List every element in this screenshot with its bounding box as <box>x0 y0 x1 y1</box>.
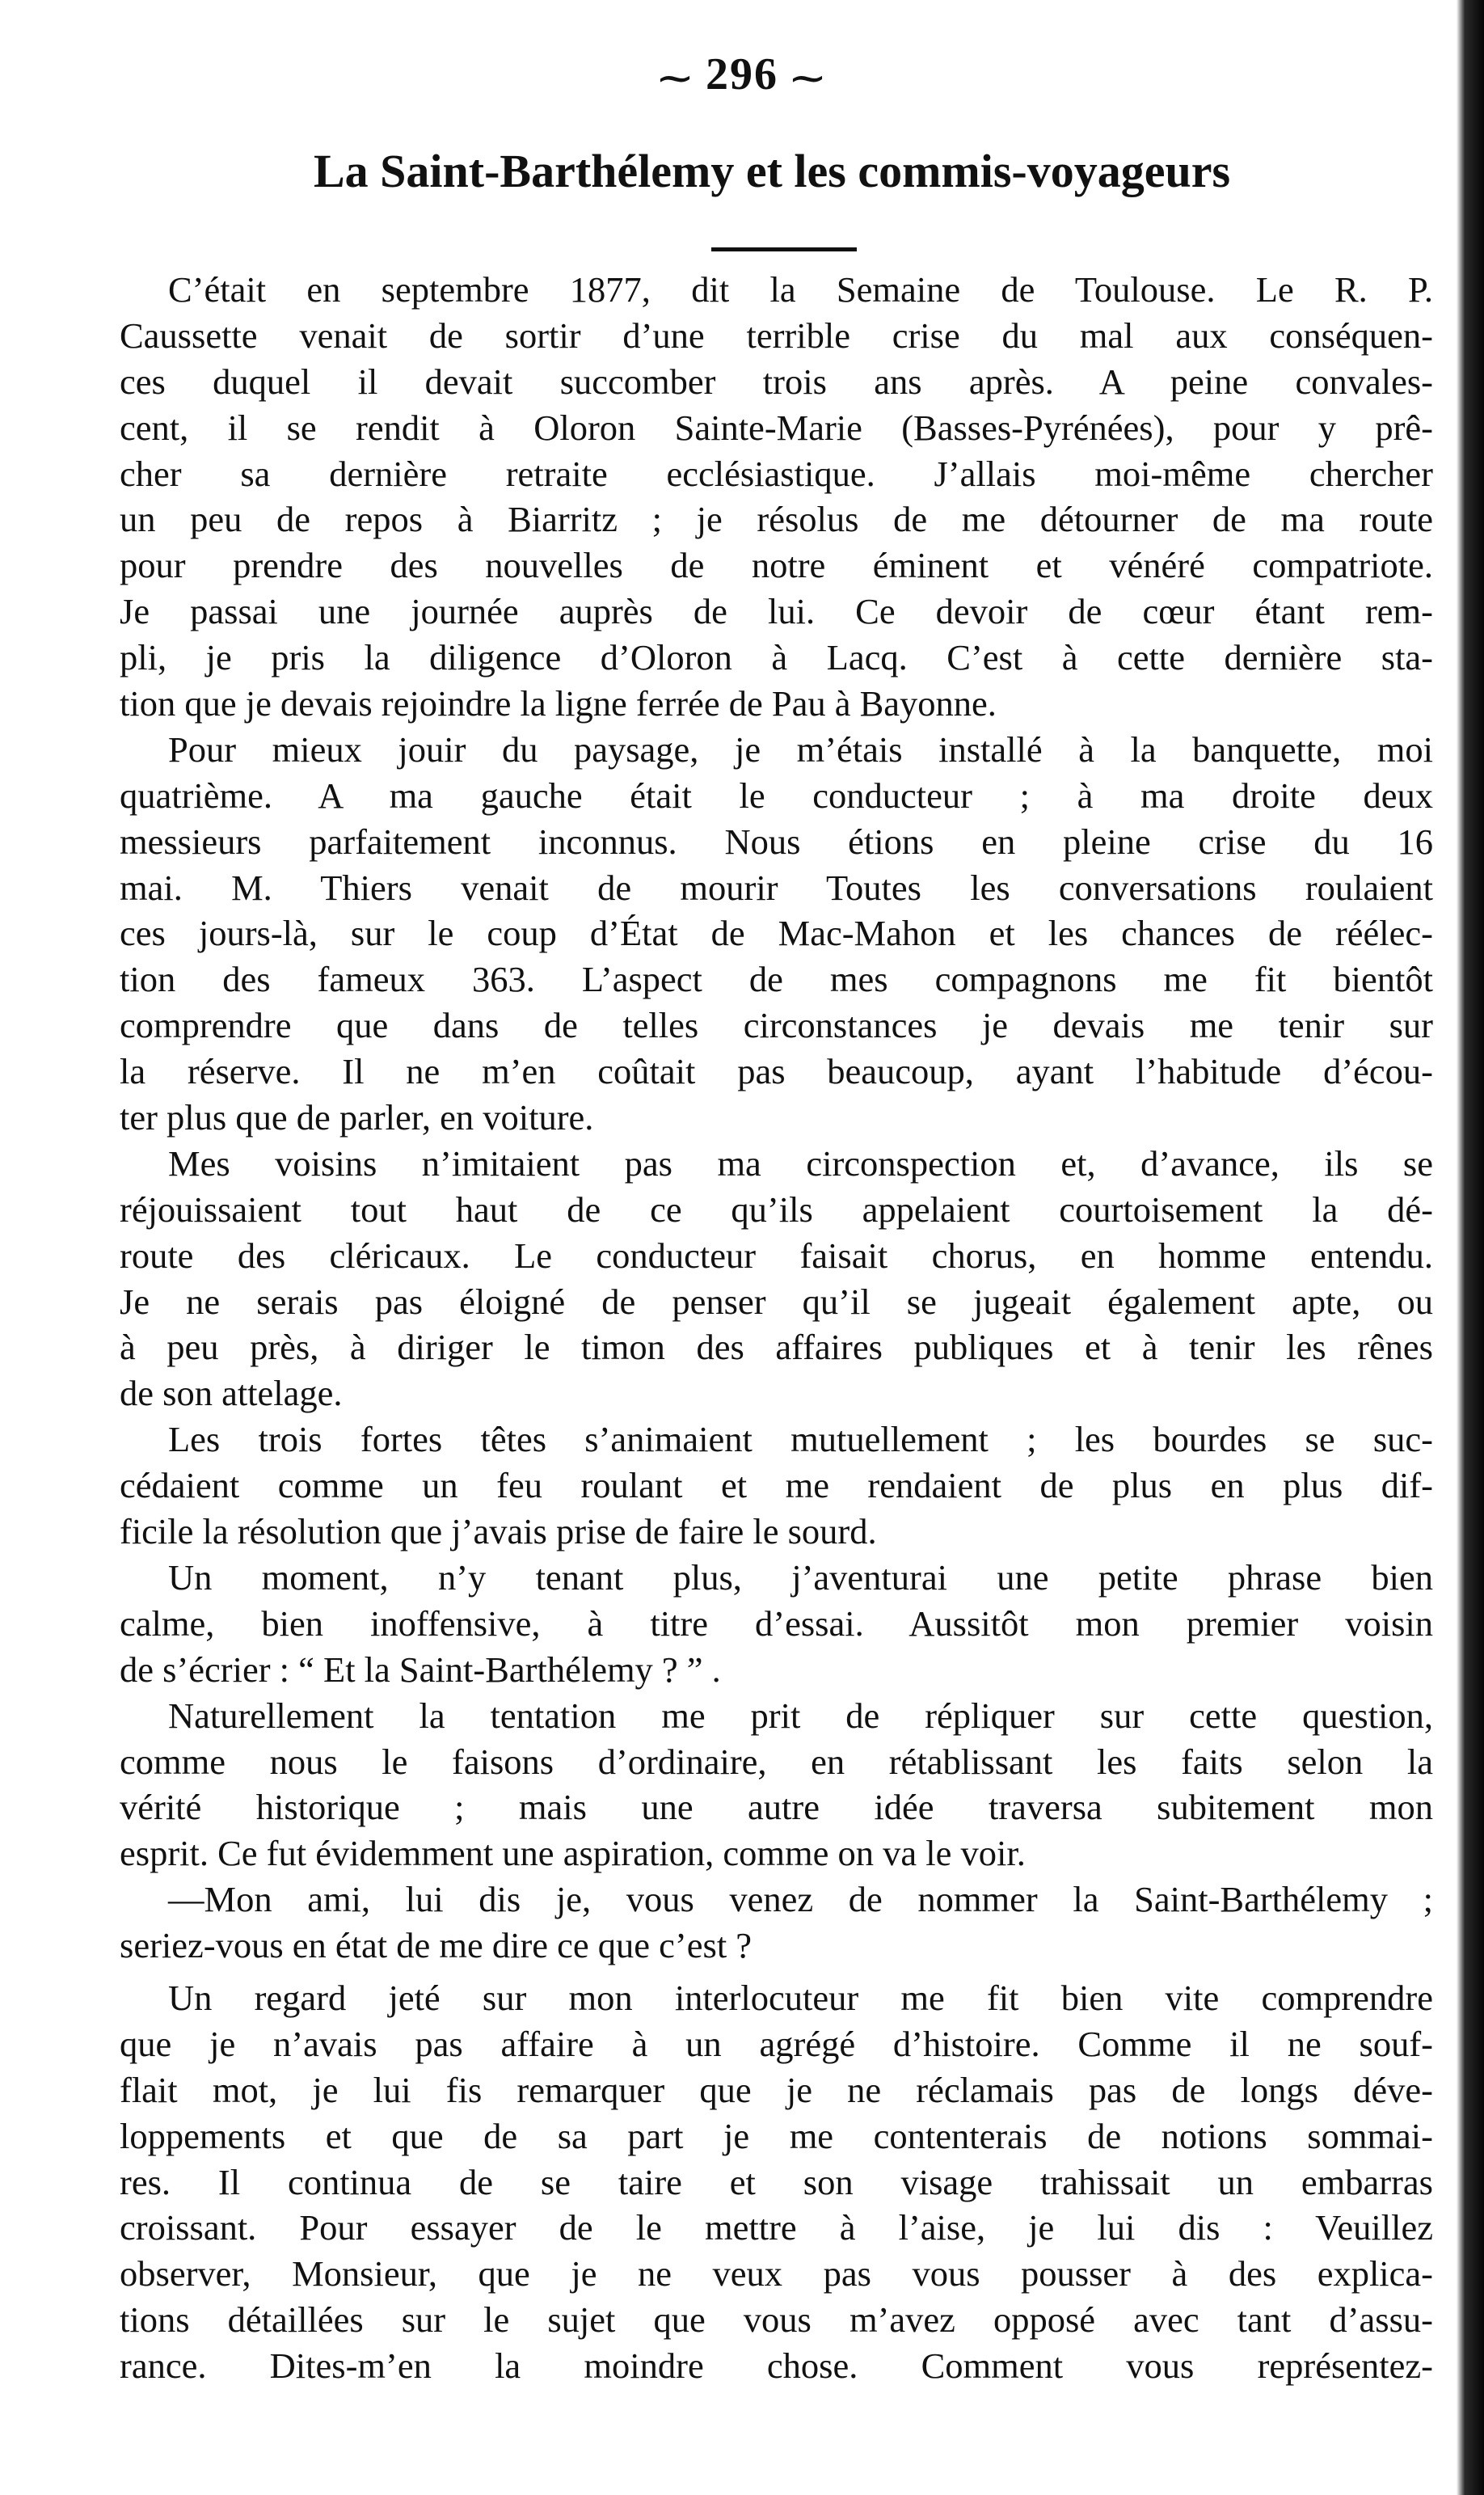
text-line: Je passai une journée auprès de lui. Ce devoir de cœur étant rem- <box>120 591 1433 632</box>
text-line: Naturellement la tentation me prit de répliquer sur cette question, <box>168 1695 1433 1736</box>
right-ornament-icon: ⁓ <box>791 60 825 97</box>
text-line: un peu de repos à Biarritz ; je résolus de me détourner de ma route <box>120 499 1433 540</box>
page-number-text: 296 <box>706 49 778 99</box>
text-line: rance. Dites-m’en la moindre chose. Comment vous représentez- <box>120 2345 1433 2387</box>
text-line: observer, Monsieur, que je ne veux pas vous pousser à des explica- <box>120 2253 1433 2294</box>
text-line: messieurs parfaitement inconnus. Nous étions en pleine crise du 16 <box>120 821 1433 862</box>
text-line: seriez-vous en état de me dire ce que c’est ? <box>120 1925 753 1966</box>
text-line: ter plus que de parler, en voiture. <box>120 1097 594 1138</box>
text-line: réjouissaient tout haut de ce qu’ils appelaient courtoisement la dé- <box>120 1188 1433 1230</box>
text-line: ficile la résolution que j’avais prise de faire le sourd. <box>120 1511 877 1552</box>
text-line: la réserve. Il ne m’en coûtait pas beaucoup, ayant l’habitude d’écou- <box>120 1051 1433 1092</box>
page-number <box>0 49 1484 100</box>
text-line: pli, je pris la diligence d’Oloron à Lacq. C’est à cette dernière sta- <box>120 637 1433 678</box>
text-line: Les trois fortes têtes s’animaient mutuellement ; les bourdes se suc- <box>168 1419 1433 1460</box>
text-line: que je n’avais pas affaire à un agrégé d’histoire. Comme il ne souf- <box>120 2023 1433 2064</box>
text-line: C’était en septembre 1877, dit la Semaine de Toulouse. Le R. P. <box>168 269 1433 310</box>
title-rule <box>711 247 857 251</box>
text-line: calme, bien inoffensive, à titre d’essai. Aussitôt mon premier voisin <box>120 1602 1433 1644</box>
left-ornament-icon: ⁓ <box>659 60 693 97</box>
text-line: Mes voisins n’imitaient pas ma circonspection et, d’avance, ils se <box>168 1142 1433 1184</box>
text-line: ces duquel il devait succomber trois ans après. A peine convales- <box>120 361 1433 402</box>
text-line: tion que je devais rejoindre la ligne ferrée de Pau à Bayonne. <box>120 683 997 724</box>
text-line: pour prendre des nouvelles de notre éminent et vénéré compatriote. <box>120 545 1433 586</box>
text-line: de son attelage. <box>120 1373 343 1414</box>
text-line: —Mon ami, lui dis je, vous venez de nommer la Saint-Barthélemy ; <box>168 1879 1433 1920</box>
text-line: Pour mieux jouir du paysage, je m’étais installé à la banquette, moi <box>168 728 1433 770</box>
text-line: cédaient comme un feu roulant et me rendaient de plus en plus dif- <box>120 1465 1433 1506</box>
text-line: Un moment, n’y tenant plus, j’aventurai une petite phrase bien <box>168 1556 1433 1598</box>
text-line: mai. M. Thiers venait de mourir Toutes les conversations roulaient <box>120 867 1433 908</box>
text-line: vérité historique ; mais une autre idée traversa subitement mon <box>120 1787 1433 1828</box>
text-line: ces jours-là, sur le coup d’État de Mac-Mahon et les chances de réélec- <box>120 913 1433 954</box>
text-line: de s’écrier : “ Et la Saint-Barthélemy ? ” . <box>120 1649 721 1690</box>
text-line: route des cléricaux. Le conducteur faisait chorus, en homme entendu. <box>120 1235 1433 1276</box>
text-line: Un regard jeté sur mon interlocuteur me fit bien vite comprendre <box>168 1977 1433 2018</box>
text-line: quatrième. A ma gauche était le conducteur ; à ma droite deux <box>120 775 1433 816</box>
page-edge-shadow <box>1457 0 1484 2495</box>
text-line: Caussette venait de sortir d’une terrible crise du mal aux conséquen- <box>120 315 1433 356</box>
text-line: croissant. Pour essayer de le mettre à l’aise, je lui dis : Veuillez <box>120 2207 1433 2248</box>
text-line: esprit. Ce fut évidemment une aspiration, comme on va le voir. <box>120 1833 1026 1874</box>
text-line: tions détaillées sur le sujet que vous m’avez opposé avec tant d’assu- <box>120 2299 1433 2341</box>
text-line: comprendre que dans de telles circonstances je devais me tenir sur <box>120 1005 1433 1046</box>
text-line: tion des fameux 363. L’aspect de mes compagnons me fit bientôt <box>120 959 1433 1000</box>
text-line: cent, il se rendit à Oloron Sainte-Marie (Basses-Pyrénées), pour y prê- <box>120 407 1433 448</box>
text-line: loppements et que de sa part je me contenterais de notions sommai- <box>120 2115 1433 2156</box>
text-line: à peu près, à diriger le timon des affaires publiques et à tenir les rênes <box>120 1327 1433 1368</box>
text-line: Je ne serais pas éloigné de penser qu’il se jugeait également apte, ou <box>120 1281 1433 1322</box>
text-line: res. Il continua de se taire et son visage trahissait un embarras <box>120 2161 1433 2202</box>
article-body <box>120 267 1433 2389</box>
text-line: cher sa dernière retraite ecclésiastique. J’allais moi-même chercher <box>120 453 1433 494</box>
text-line: flait mot, je lui fis remarquer que je ne réclamais pas de longs déve- <box>120 2069 1433 2110</box>
text-line: comme nous le faisons d’ordinaire, en rétablissant les faits selon la <box>120 1741 1433 1782</box>
article-title: La Saint-Barthélemy et les commis-voyageurs <box>313 145 1231 197</box>
